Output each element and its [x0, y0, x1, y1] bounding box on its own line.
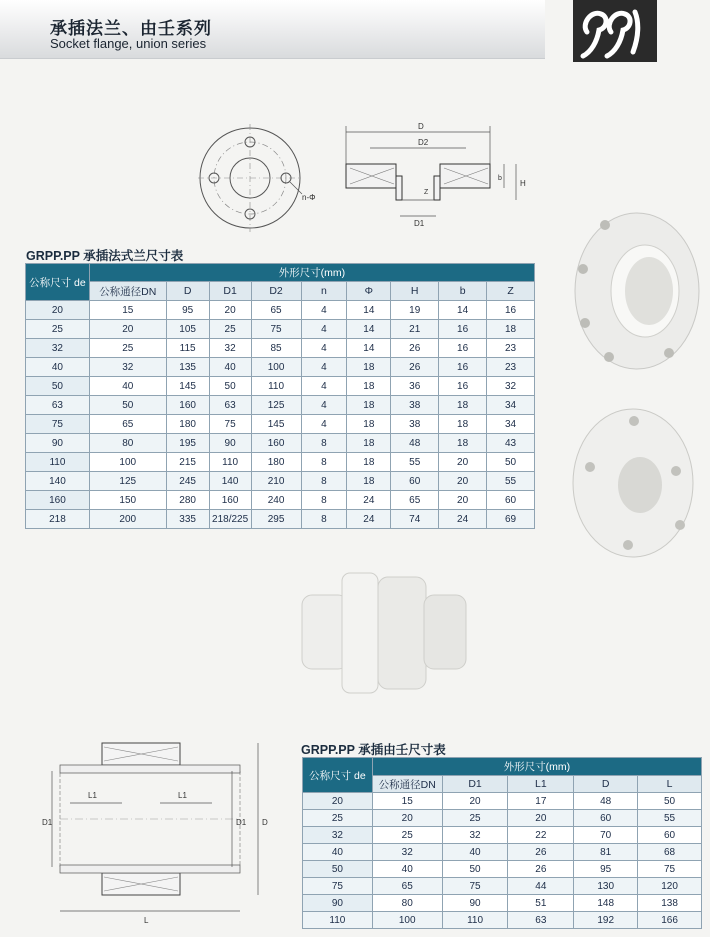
flange-table-cell: 16 — [487, 301, 535, 320]
union-table-row — [303, 810, 702, 827]
flange-table-cell: 60 — [487, 491, 535, 510]
flange-table-cell: 18 — [347, 396, 391, 415]
flange-table-body — [26, 301, 535, 529]
brand-logo — [573, 0, 657, 62]
flange-table-cell: 115 — [166, 339, 209, 358]
flange-table-cell: 135 — [166, 358, 209, 377]
flange-corner-header: 公称尺寸 de — [26, 264, 90, 301]
union-table-cell: 44 — [508, 878, 574, 895]
flange-section-drawing — [340, 120, 540, 230]
flange-table-caption: GRPP.PP 承插法式兰尺寸表 — [26, 249, 184, 263]
flange-table-row — [26, 301, 535, 320]
union-table-cell: 75 — [303, 878, 373, 895]
flange-table-cell: 55 — [391, 453, 439, 472]
union-table-cell: 192 — [574, 912, 638, 929]
union-table-cell: 25 — [372, 827, 442, 844]
flange-table-cell: 16 — [439, 358, 487, 377]
flange-table-cell: 150 — [89, 491, 166, 510]
union-table-cell: 95 — [574, 861, 638, 878]
flange-table-cell: 18 — [347, 377, 391, 396]
flange-table-cell: 18 — [347, 434, 391, 453]
flange-table-cell: 140 — [209, 472, 251, 491]
union-col-header: 公称通径DN — [372, 776, 442, 793]
flange-col-header: Φ — [347, 282, 391, 301]
flange-table-cell: 4 — [301, 415, 347, 434]
flange-table-cell: 90 — [209, 434, 251, 453]
union-table-cell: 90 — [303, 895, 373, 912]
flange-table-cell: 18 — [347, 358, 391, 377]
flange-table-cell: 145 — [166, 377, 209, 396]
flange-table-row — [26, 377, 535, 396]
flange-group-header: 外形尺寸(mm) — [89, 264, 534, 282]
union-table-cell: 70 — [574, 827, 638, 844]
union-table-cell: 60 — [638, 827, 702, 844]
union-table-cell: 15 — [372, 793, 442, 810]
union-table-cell: 40 — [303, 844, 373, 861]
union-label-L: L — [144, 916, 149, 925]
union-section-drawing — [40, 735, 280, 930]
flange-table-cell: 105 — [166, 320, 209, 339]
flange-table-cell: 16 — [439, 320, 487, 339]
flange-table-cell: 14 — [347, 301, 391, 320]
flange-table-cell: 19 — [391, 301, 439, 320]
flange-table-cell: 50 — [89, 396, 166, 415]
union-table-cell: 48 — [574, 793, 638, 810]
flange-table-cell: 14 — [347, 320, 391, 339]
union-table-cell: 63 — [508, 912, 574, 929]
union-label-L1-left: L1 — [88, 791, 97, 800]
union-col-header: L — [638, 776, 702, 793]
union-table-row — [303, 895, 702, 912]
flange-table-cell: 125 — [89, 472, 166, 491]
flange-table-cell: 245 — [166, 472, 209, 491]
union-table-cell: 32 — [372, 844, 442, 861]
flange-photo-front — [568, 405, 698, 560]
flange-table-cell: 26 — [391, 358, 439, 377]
union-label-D1-right: D1 — [236, 818, 247, 827]
flange-table-cell: 40 — [89, 377, 166, 396]
flange-table-cell: 25 — [26, 320, 90, 339]
union-group-header: 外形尺寸(mm) — [372, 758, 701, 776]
flange-table-cell: 32 — [487, 377, 535, 396]
union-table-cell: 110 — [303, 912, 373, 929]
flange-table-cell: 240 — [251, 491, 301, 510]
flange-table-row — [26, 510, 535, 529]
union-table-body — [303, 793, 702, 929]
flange-table-cell: 8 — [301, 510, 347, 529]
flange-table-cell: 15 — [89, 301, 166, 320]
flange-table-cell: 20 — [439, 453, 487, 472]
union-table-cell: 120 — [638, 878, 702, 895]
union-table-cell: 51 — [508, 895, 574, 912]
union-table-cell: 17 — [508, 793, 574, 810]
flange-table-cell: 180 — [166, 415, 209, 434]
union-table-cell: 40 — [442, 844, 508, 861]
flange-table-cell: 8 — [301, 491, 347, 510]
union-table-cell: 20 — [442, 793, 508, 810]
flange-table-cell: 110 — [251, 377, 301, 396]
flange-table-cell: 23 — [487, 358, 535, 377]
flange-table-cell: 34 — [487, 415, 535, 434]
flange-table-cell: 18 — [439, 434, 487, 453]
flange-table-cell: 25 — [209, 320, 251, 339]
flange-table-cell: 4 — [301, 358, 347, 377]
union-table-cell: 65 — [372, 878, 442, 895]
flange-table-cell: 180 — [251, 453, 301, 472]
flange-table-cell: 160 — [26, 491, 90, 510]
union-table-cell: 110 — [442, 912, 508, 929]
union-table-cell: 68 — [638, 844, 702, 861]
union-table-row — [303, 861, 702, 878]
union-table-cell: 166 — [638, 912, 702, 929]
union-table-cell: 25 — [442, 810, 508, 827]
flange-table-cell: 20 — [26, 301, 90, 320]
union-table-cell: 22 — [508, 827, 574, 844]
union-table-cell: 138 — [638, 895, 702, 912]
union-label-D: D — [262, 818, 268, 827]
flange-col-header: D1 — [209, 282, 251, 301]
flange-table-cell: 335 — [166, 510, 209, 529]
flange-table-cell: 50 — [487, 453, 535, 472]
flange-table-cell: 20 — [439, 491, 487, 510]
union-table-caption: GRPP.PP 承插由壬尺寸表 — [301, 743, 446, 757]
flange-table-cell: 85 — [251, 339, 301, 358]
union-table-cell: 50 — [442, 861, 508, 878]
flange-table-cell: 210 — [251, 472, 301, 491]
flange-table-cell: 32 — [209, 339, 251, 358]
union-col-header: D1 — [442, 776, 508, 793]
flange-table-row — [26, 320, 535, 339]
flange-col-header: n — [301, 282, 347, 301]
flange-table-cell: 218/225 — [209, 510, 251, 529]
label-H: H — [520, 179, 526, 188]
flange-table-cell: 80 — [89, 434, 166, 453]
union-col-header: L1 — [508, 776, 574, 793]
flange-col-header: 公称通径DN — [89, 282, 166, 301]
flange-table-cell: 32 — [89, 358, 166, 377]
flange-table-cell: 24 — [347, 510, 391, 529]
label-n-phi: n-Φ — [302, 193, 316, 202]
flange-size-table — [25, 263, 535, 529]
flange-table-cell: 20 — [89, 320, 166, 339]
union-photo — [298, 565, 473, 700]
flange-table-cell: 50 — [209, 377, 251, 396]
flange-table-cell: 4 — [301, 320, 347, 339]
union-table-cell: 26 — [508, 844, 574, 861]
flange-table-cell: 18 — [347, 453, 391, 472]
flange-col-header: D — [166, 282, 209, 301]
flange-table-cell: 40 — [209, 358, 251, 377]
union-table-cell: 100 — [372, 912, 442, 929]
flange-table-cell: 60 — [391, 472, 439, 491]
flange-table-cell: 195 — [166, 434, 209, 453]
flange-table-row — [26, 396, 535, 415]
flange-table-cell: 34 — [487, 396, 535, 415]
flange-table-cell: 4 — [301, 339, 347, 358]
flange-table-row — [26, 491, 535, 510]
flange-table-cell: 4 — [301, 396, 347, 415]
flange-table-cell: 16 — [439, 377, 487, 396]
union-table-cell: 130 — [574, 878, 638, 895]
label-D1: D1 — [414, 219, 425, 228]
flange-table-cell: 140 — [26, 472, 90, 491]
union-table-cell: 80 — [372, 895, 442, 912]
union-label-L1-right: L1 — [178, 791, 187, 800]
flange-table-cell: 18 — [347, 415, 391, 434]
flange-table-cell: 23 — [487, 339, 535, 358]
flange-table-cell: 20 — [209, 301, 251, 320]
flange-table-row — [26, 339, 535, 358]
flange-table-cell: 63 — [26, 396, 90, 415]
flange-table-cell: 40 — [26, 358, 90, 377]
union-col-header: D — [574, 776, 638, 793]
flange-table-cell: 110 — [209, 453, 251, 472]
flange-table-cell: 4 — [301, 301, 347, 320]
union-table-cell: 81 — [574, 844, 638, 861]
flange-table-cell: 160 — [166, 396, 209, 415]
flange-table-cell: 8 — [301, 453, 347, 472]
flange-table-row — [26, 472, 535, 491]
union-size-table — [302, 757, 702, 929]
flange-table-cell: 65 — [89, 415, 166, 434]
union-table-cell: 20 — [303, 793, 373, 810]
flange-table-cell: 38 — [391, 415, 439, 434]
union-table-cell: 55 — [638, 810, 702, 827]
flange-table-cell: 125 — [251, 396, 301, 415]
flange-photo-angled — [565, 205, 705, 375]
flange-table-cell: 18 — [487, 320, 535, 339]
flange-table-cell: 43 — [487, 434, 535, 453]
flange-col-header: Z — [487, 282, 535, 301]
flange-table-cell: 25 — [89, 339, 166, 358]
flange-table-cell: 69 — [487, 510, 535, 529]
flange-table-cell: 75 — [209, 415, 251, 434]
flange-table-cell: 75 — [26, 415, 90, 434]
flange-table-cell: 50 — [26, 377, 90, 396]
flange-table-cell: 36 — [391, 377, 439, 396]
union-table-row — [303, 878, 702, 895]
flange-table-cell: 32 — [26, 339, 90, 358]
page-subtitle: Socket flange, union series — [50, 36, 207, 51]
flange-table-cell: 200 — [89, 510, 166, 529]
flange-table-cell: 74 — [391, 510, 439, 529]
union-table-row — [303, 793, 702, 810]
flange-table-cell: 26 — [391, 339, 439, 358]
flange-table-cell: 63 — [209, 396, 251, 415]
union-table-row — [303, 827, 702, 844]
label-Z: Z — [424, 189, 429, 196]
union-table-cell: 20 — [372, 810, 442, 827]
union-corner-header: 公称尺寸 de — [303, 758, 373, 793]
flange-table-cell: 20 — [439, 472, 487, 491]
flange-table-cell: 8 — [301, 434, 347, 453]
flange-table-cell: 24 — [347, 491, 391, 510]
flange-table-row — [26, 434, 535, 453]
flange-table-cell: 100 — [251, 358, 301, 377]
flange-table-cell: 218 — [26, 510, 90, 529]
flange-table-cell: 38 — [391, 396, 439, 415]
flange-table-cell: 215 — [166, 453, 209, 472]
flange-table-cell: 75 — [251, 320, 301, 339]
flange-table-cell: 8 — [301, 472, 347, 491]
flange-table-cell: 14 — [347, 339, 391, 358]
flange-front-drawing — [198, 120, 328, 235]
union-table-cell: 75 — [442, 878, 508, 895]
union-table-cell: 50 — [303, 861, 373, 878]
flange-col-header: H — [391, 282, 439, 301]
flange-table-cell: 18 — [347, 472, 391, 491]
union-table-cell: 32 — [303, 827, 373, 844]
flange-table-cell: 295 — [251, 510, 301, 529]
flange-table-cell: 90 — [26, 434, 90, 453]
union-table-cell: 32 — [442, 827, 508, 844]
flange-table-row — [26, 453, 535, 472]
flange-table-cell: 160 — [209, 491, 251, 510]
flange-table-cell: 18 — [439, 415, 487, 434]
label-D2: D2 — [418, 138, 429, 147]
flange-table-cell: 24 — [439, 510, 487, 529]
union-table-cell: 148 — [574, 895, 638, 912]
flange-col-header: b — [439, 282, 487, 301]
flange-table-cell: 145 — [251, 415, 301, 434]
flange-table-cell: 18 — [439, 396, 487, 415]
flange-table-cell: 55 — [487, 472, 535, 491]
flange-table-cell: 100 — [89, 453, 166, 472]
union-table-cell: 20 — [508, 810, 574, 827]
flange-col-header: D2 — [251, 282, 301, 301]
flange-table-cell: 160 — [251, 434, 301, 453]
label-b: b — [498, 175, 502, 182]
flange-table-row — [26, 415, 535, 434]
flange-table-cell: 110 — [26, 453, 90, 472]
union-table-cell: 60 — [574, 810, 638, 827]
union-table-row — [303, 844, 702, 861]
union-table-cell: 75 — [638, 861, 702, 878]
flange-table-cell: 21 — [391, 320, 439, 339]
flange-table-cell: 48 — [391, 434, 439, 453]
union-table-cell: 40 — [372, 861, 442, 878]
union-table-cell: 90 — [442, 895, 508, 912]
flange-table-cell: 65 — [251, 301, 301, 320]
flange-table-cell: 280 — [166, 491, 209, 510]
flange-table-cell: 14 — [439, 301, 487, 320]
flange-table-cell: 65 — [391, 491, 439, 510]
flange-table-cell: 16 — [439, 339, 487, 358]
page-title: 承插法兰、由壬系列 — [50, 19, 212, 38]
label-D: D — [418, 122, 424, 131]
flange-table-cell: 95 — [166, 301, 209, 320]
union-label-D1-left: D1 — [42, 818, 53, 827]
flange-table-cell: 4 — [301, 377, 347, 396]
union-table-cell: 26 — [508, 861, 574, 878]
union-table-row — [303, 912, 702, 929]
union-table-cell: 50 — [638, 793, 702, 810]
flange-table-row — [26, 358, 535, 377]
union-table-cell: 25 — [303, 810, 373, 827]
